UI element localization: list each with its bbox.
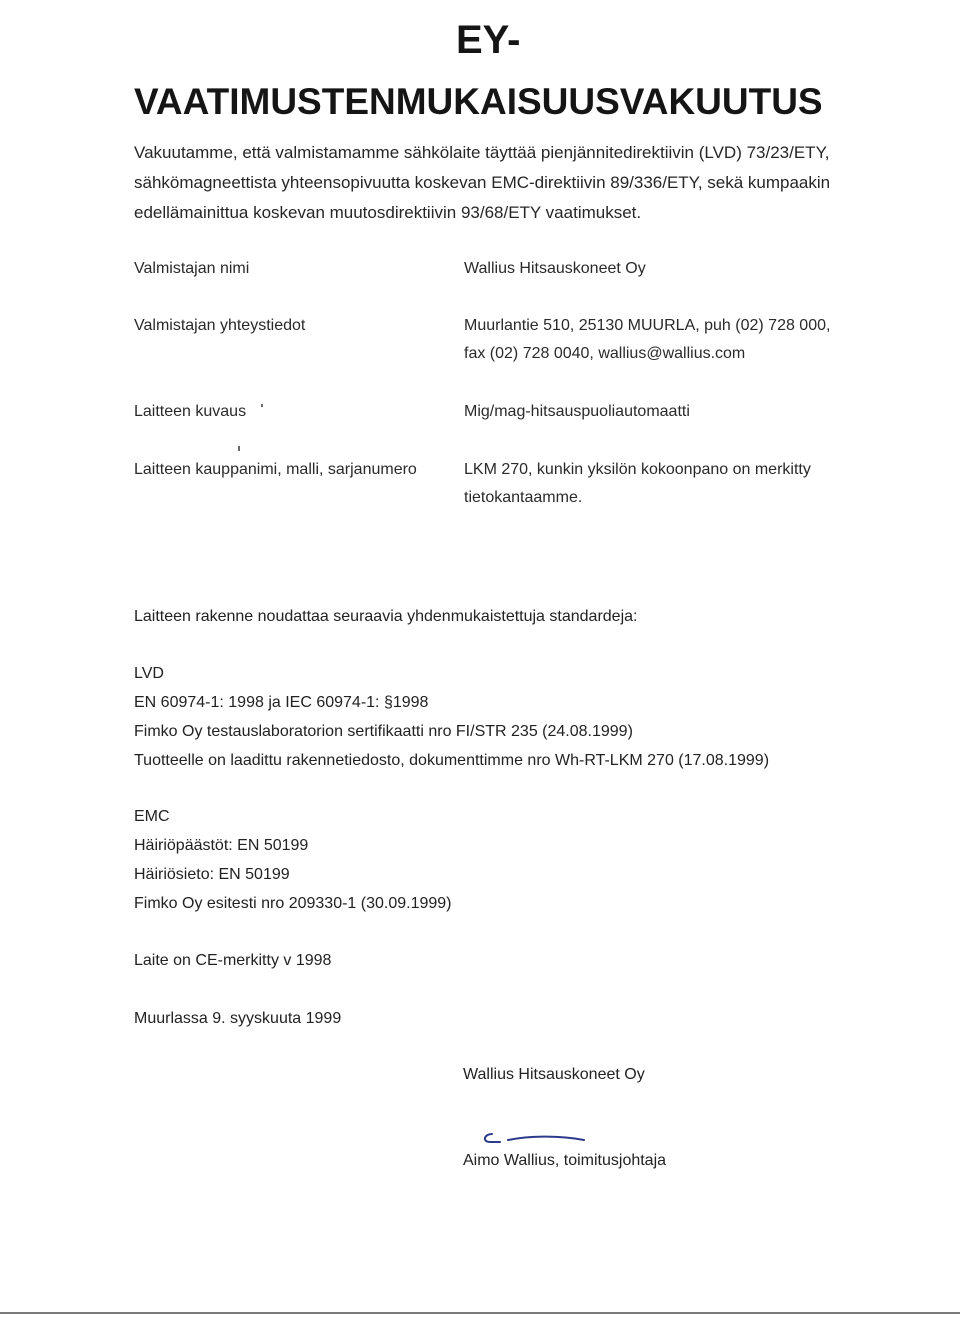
value-line: Wallius Hitsauskoneet Oy — [464, 260, 646, 277]
contact-details-label: Valmistajan yhteystiedot — [134, 317, 306, 334]
emc-item: Häiriöpäästöt: EN 50199 — [134, 837, 309, 854]
lvd-item: Tuotteelle on laadittu rakennetiedosto, dokumenttimme nro Wh-RT-LKM 270 (17.08.1999) — [134, 752, 770, 769]
intro-line: sähkömagneettista yhteensopivuutta koskevan EMC-direktiivin 89/336/ETY, sekä kumpaakin — [134, 173, 831, 192]
lvd-item: EN 60974-1: 1998 ja IEC 60974-1: §1998 — [134, 694, 429, 711]
value-line: tietokantaamme. — [464, 489, 583, 506]
emc-heading: EMC — [134, 808, 170, 825]
ce-marking-statement: Laite on CE-merkitty v 1998 — [134, 952, 332, 969]
scan-speck — [238, 446, 240, 451]
lvd-heading: LVD — [134, 665, 164, 682]
scan-speck — [261, 404, 263, 407]
value-line: fax (02) 728 0040, wallius@wallius.com — [464, 345, 746, 362]
trade-name-value — [464, 456, 811, 512]
intro-line: edellämainittua koskevan muutosdirektiivin 93/68/ETY vaatimukset. — [134, 203, 642, 222]
page-bottom-rule — [0, 1312, 960, 1314]
contact-details-value — [464, 312, 830, 368]
value-line: Muurlantie 510, 25130 MUURLA, puh (02) 728 000, — [464, 317, 831, 334]
lvd-item: Fimko Oy testauslaboratorion sertifikaatti nro FI/STR 235 (24.08.1999) — [134, 723, 633, 740]
emc-item: Häiriösieto: EN 50199 — [134, 866, 290, 883]
intro-line: Vakuutamme, että valmistamamme sähkölaite täyttää pienjännitedirektiivin (LVD) 73/23/ETY, — [134, 143, 830, 162]
title-line-2: VAATIMUSTENMUKAISUUSVAKUUTUS — [134, 81, 823, 122]
lvd-section — [134, 659, 769, 775]
emc-item: Fimko Oy esitesti nro 209330-1 (30.09.1999) — [134, 895, 452, 912]
trade-name-label: Laitteen kauppanimi, malli, sarjanumero — [134, 461, 417, 478]
manufacturer-name-label: Valmistajan nimi — [134, 260, 250, 277]
intro-paragraph — [134, 138, 830, 228]
value-line: LKM 270, kunkin yksilön kokoonpano on merkitty — [464, 461, 811, 478]
emc-section — [134, 802, 452, 918]
manufacturer-name-value — [464, 255, 646, 283]
device-description-value — [464, 398, 690, 426]
device-description-label: Laitteen kuvaus — [134, 403, 247, 420]
place-and-date: Muurlassa 9. syyskuuta 1999 — [134, 1010, 342, 1027]
value-line: Mig/mag-hitsauspuoliautomaatti — [464, 403, 690, 420]
standards-intro: Laitteen rakenne noudattaa seuraavia yhdenmukaistettuja standardeja: — [134, 608, 638, 625]
signatory-name: Aimo Wallius, toimitusjohtaja — [463, 1152, 667, 1169]
signatory-company: Wallius Hitsauskoneet Oy — [463, 1066, 645, 1083]
title-line-1: EY- — [456, 18, 521, 62]
